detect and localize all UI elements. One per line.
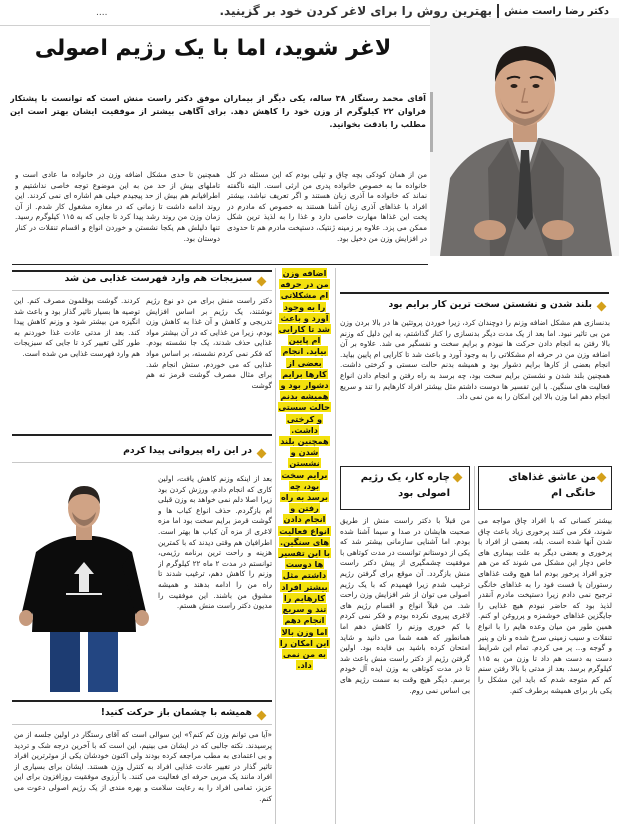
patient-photo <box>14 482 154 692</box>
column-separator-bottom <box>474 466 475 824</box>
lover-body: بیشتر کسانی که با افراد چاق مواجه می شوند، فکر می کنند پرخوری زیاد باعث چاق شدن آنها شده است. بله، بعضی از افراد با پرخوری و بعضی دیگر به علت بیماری های خاص دچار این مشکل می شوند که من هم جزو افراد پرخور بودم اما هیچ وقت غذاهای رستوران یا فست فود را به غذاهای خانگی ترجیح نمی دادم زیرا دستپخت مادرم آنقدر لذیذ بود که حاضر نبودم هیچ غذایی را جایگزین غذاهای خوشمزه و پرروغن او کنم. همین طور من میان وعده هایم را با انواع تنقلات و سیب زمینی سرخ شده و نان و پنیر و گوجه و... پر می کردم. تمام این شرایط دست به دست هم داد تا وزن من به ۱۱۵ کیلوگرم برسد. بعد از مدتی با بالا رفتن سنم کم کم متوجه شدم که باید این مشکل را یکی بار برای همیشه برطرف کنم. <box>478 516 612 695</box>
intro-column-left: همچنین تا حدی مشکل اضافه وزن در خانواده ما عادی است و تاملهای بیش از حد من به این موضوع توجه خاصی نداشتیم و اطرافیانم هم بیش از حد پیجیدم خیلی هم اشاره ای نمی کردند. این روند ادامه داشت تا زمانی که در مغازه مشغول کار شدم. از آن زمان وزن من روند رشد پیدا کرد تا جایی که به ۱۱۵ کیلوگرم رسید. تنها دلیلش هم یکجا نشستن و خوردن انواع و اقسام تنقلات در کنار دوستان بود. <box>15 170 220 243</box>
intro-column-right: من از همان کودکی بچه چاق و تپلی بودم که این مسئله در کل خانواده ما به خصوص خانواده پدری من ارثی است. البته ناگفته نماند که خانواده ما آذری زبان هستند و اگر تعریف نباشد، بیشتر افراد با غذاهای آذری زبان آشنا هستند به خصوص که مادرم در پخت این غذاها مهارت خاصی دارد و غذا را به لذیذ ترین شکل ممکن می پزد. علاوه بر زمینه ژنتیک، دستپخت مادرم هم تا حدودی در افزایش وزن من دخیل بود. <box>227 170 427 243</box>
patient-portrait-illustration <box>14 482 154 692</box>
smiles-heading: همیشه با چشمان باز حرکت کنید! <box>100 707 252 718</box>
fastfood-body-right: دکتر راست منش برای من دو نوع رژیم نوشتند، یک رژیم بر اساس افزایش تدریجی و کاهش و آن غذا به کاهش وزن بودم، زیرا من غذایی که در آن بیشتر مواد غذایی حذف شدند، یک جا نشسته بودم. که فکر نمی کردم نشسته، بر اساس مواد غذایی که می خوردم، ستش انجام شد. برای مثال مصرف گوشت قرمز نه هم گوشت <box>146 296 272 390</box>
fastfood-marker <box>257 277 267 287</box>
tagline-dots: .... <box>96 8 108 18</box>
tagline: بهترین روش را برای لاغر کردن خود بر گزینید. <box>219 4 492 18</box>
path-body: بعد از اینکه وزنم کاهش یافت، اولین کاری که انجام دادم، ورزش کردن بود زیرا اصلا دلم نمی خواهد به وزن قبلی ام بازگردم. حذف انواع کباب ها و گوشت قرمز برایم سخت بود اما مزه لاغری از مزه آن کباب ها بهتر است. اطرافیان هم وقتی دیدند که با کمترین هزینه و راحت ترین برنامه رژیمی، توانستم در مدت ۲ ماه ۲۲ کیلوگرم از وزنم را کاهش دهم، ترغیب شدند تا راه من را ادامه بدهند و همیشه مشوق من باشند. این موفقیت را مدیون دکتر راست منش هستم. <box>158 474 272 611</box>
doctor-photo <box>430 18 619 256</box>
standing-body: بدنسازی هم مشکل اضافه وزنم را دوچندان کرد، زیرا خوردن پروتئین ها در بالا بردن وزن من بی تاثیر نبود. اما بعد از یک مدت دیگر بدنسازی را کنار گذاشتم، به این دلیل که وزنم بالا رفتن به انجام دادن حرکت ها نبودم و برایم سخت و نفسگیر می شد. علاوه بر آن اضافه وزن من در حرفه ام مشکلاتی را به وجود آورد و باعث شد تا کارایی ام پایین بیاید. انجام بعضی از کارها برایم دشوار بود و همیشه بدنم حالت سستی و کرختی داشت. همچنین بلند شدن و نشستن برایم سخت بود، چه برسد به راه رفتن و انجام دادن انواع فعالیت های سنگین. با این تفسیر ها دوست داشتم مثل بیشتر افراد کارهایم را تند و سریع انجام دهم اما وزن بالا این امکان را به من نمی داد. <box>340 318 610 402</box>
fastfood-body-left: کردند. گوشت بوقلمون مصرف کنم. این توصیه ها بسیار تاثیر گذار بود و باعث شد انگیزه من بیشتر شود و وزنم کاهش پیدا کند. بعد از مدتی عادت غذا خوردنم به طور کلی تغییر کرد تا جایی که سبزیجات هم وارد فهرست غذایی من شده است. <box>14 296 140 358</box>
headline: لاغر شوید، اما با یک رژیم اصولی <box>34 36 392 61</box>
method-heading: چاره کار، یک رژیم اصولی بود <box>360 472 450 499</box>
lover-heading: من عاشق غذاهای خانگی ام <box>508 472 596 499</box>
smiles-body: «آیا می توانم وزن کم کنم؟» این سوالی است که آقای رستگار در اولین جلسه از من پرسیدند. نکته جالبی که در ایشان می بینیم، این است که با آخرین درجه شک و تردید و بی اعتمادی به مطب مراجعه کرده بودند ولی اکنون خودشان یکی از موثرترین افراد تاثیر گذار در تغییر عادت غذایی افراد به کنترل وزن هستند. ایشان برای بسیاری از افراد مانند یک مربی حرفه ای فعالیت می کنند. با آرزوی موفقیت روزافزون برای این عزیز، تمامی افراد را به رعایت سلامت و بهره مندی از یک رژیم اصولی دعوت می کنم. <box>14 730 272 803</box>
path-rule <box>12 434 272 436</box>
path-subrule <box>12 462 272 463</box>
smiles-rule <box>12 700 272 702</box>
path-heading: در این راه پیروانی پیدا کردم <box>123 445 252 456</box>
path-marker <box>257 449 267 459</box>
doctor-portrait-illustration <box>430 18 619 256</box>
section-name: دکتر رضا راست منش <box>504 6 609 17</box>
pull-quote <box>278 268 331 788</box>
method-body: من قبلاً با دکتر راست منش از طریق صحبت هایشان در صدا و سیما آشنا شده بودم. اما آشنایی سازمانی بیشتر شد که یکی از دوستانم توانست در مدت کوتاهی با موفقیت چشمگیری از پیش دکتر راست منش بازگردد. آن موقع برای گرفتن رژیم ترغیب شدم زیرا فهمیدم که با یک رژیم اصولی می توان از شر افزایش وزن راحت شد. من قبلاً انواع و اقسام رژیم های لاغری پیروی نکرده بودم و فکر نمی کردم با کم خوری وزنم را کاهش دهم اما همانطور که همه شما می دانید و شاید امتحان کرده باشید بی فایده بود. اولین گرفتن رژیم از دکتر راست منش باعث شد تا در مدت کوتاهی به وزن ایده آل خودم برسم. دیگر هیچ وقت به سمت رژیم های بی اساس نمی روم. <box>340 516 470 695</box>
fastfood-subrule <box>12 290 272 291</box>
fastfood-rule <box>12 270 272 272</box>
lead-accent-bar <box>430 92 433 152</box>
standing-heading: بلند شدن و نشستن سخت ترین کار برایم بود <box>388 299 592 310</box>
pull-quote-text: اضافه وزن من در حرفه ام مشکلاتی را به وجود آورد و باعث شد تا کارایی ام پایین بیاید. انجام بعضی از کارها برایم دشوار بود و همیشه بدنم حالت سستی و کرختی داشت. همچنین بلند شدن و نشستن برایم سخت بود، چه برسد به راه رفتن و انجام دادن انواع فعالیت های سنگین. با این تفسیر ها دوست داشتم مثل بیشتر افراد کارهایم را تند و سریع انجام دهم اما وزن بالا این امکان را به من نمی داد. <box>278 268 330 671</box>
fastfood-heading: سبزیجات هم وارد فهرست غذایی من شد <box>64 273 252 284</box>
column-separator-left <box>275 268 276 824</box>
lead-paragraph: آقای محمد رستگار ۳۸ ساله، یکی دیگر از بیماران موفق دکتر راست منش است که توانست با پشتکار فراوان ۲۲ کیلوگرم از وزن خود را کاهش دهد. برای آگاهی بیشتر از موفقیت ایشان بهتر است این مطلب را بادقت بخوانید. <box>10 93 427 129</box>
column-separator-right <box>335 268 336 824</box>
intro-divider <box>12 264 428 265</box>
smiles-marker <box>257 711 267 721</box>
smiles-subrule <box>12 724 272 725</box>
standing-marker <box>597 302 607 312</box>
standing-rule <box>340 292 609 294</box>
